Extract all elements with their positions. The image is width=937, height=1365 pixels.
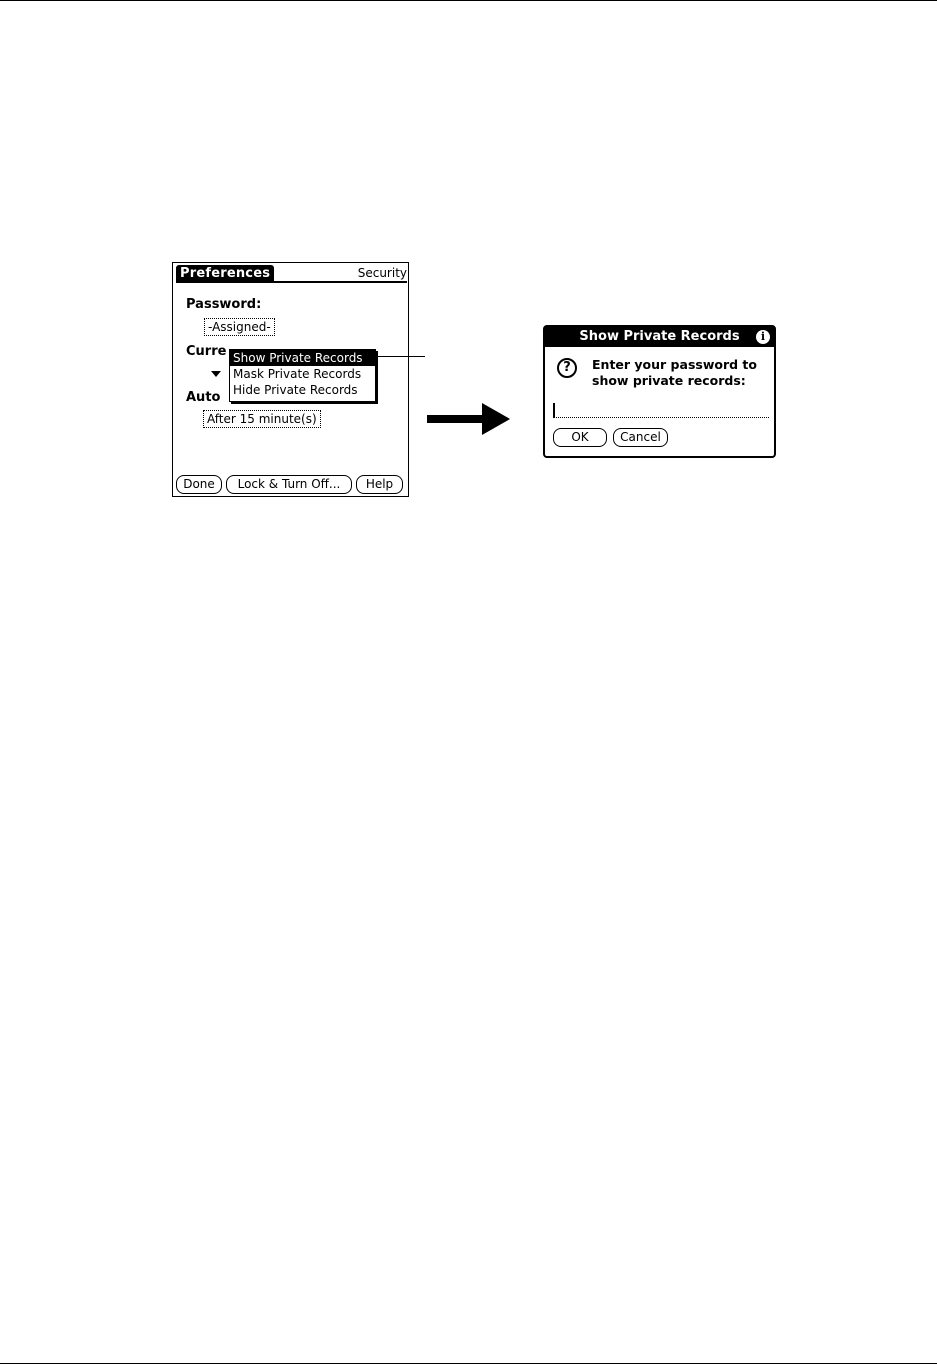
ok-button[interactable]: OK <box>553 428 607 447</box>
dialog-title <box>545 327 774 347</box>
callout-line <box>375 356 425 357</box>
auto-lock-selector[interactable]: After 15 minute(s) <box>203 410 321 428</box>
dialog-title-text: Show Private Records <box>579 329 740 344</box>
popup-item-show-private[interactable]: Show Private Records <box>230 350 375 366</box>
privacy-popup-list <box>229 349 376 402</box>
title-bar <box>176 265 407 283</box>
info-icon[interactable]: i <box>756 330 770 344</box>
auto-lock-label: Auto <box>186 390 221 405</box>
show-private-records-dialog <box>543 325 776 458</box>
preferences-tab-title: Preferences <box>176 265 274 282</box>
password-label: Password: <box>186 297 262 312</box>
message-line-2: show private records: <box>592 373 746 388</box>
title-underline <box>176 281 407 283</box>
cancel-button[interactable]: Cancel <box>613 428 668 447</box>
dropdown-triangle-icon[interactable] <box>211 371 221 377</box>
bottom-rule <box>0 1363 937 1364</box>
right-arrow-icon <box>482 403 510 435</box>
question-icon: ? <box>557 358 577 378</box>
top-rule <box>0 0 937 1</box>
message-line-1: Enter your password to <box>592 357 757 372</box>
help-button[interactable]: Help <box>356 475 403 494</box>
text-cursor <box>553 403 555 417</box>
panel-selector[interactable]: Security <box>357 266 407 280</box>
popup-item-hide-private[interactable]: Hide Private Records <box>233 383 358 397</box>
lock-turn-off-button[interactable]: Lock & Turn Off... <box>226 475 352 494</box>
current-privacy-label: Curre <box>186 344 227 359</box>
password-selector[interactable]: -Assigned- <box>204 318 275 336</box>
dialog-message <box>592 357 757 389</box>
preferences-screen <box>172 262 409 497</box>
done-button[interactable]: Done <box>176 475 222 494</box>
arrow-shaft <box>427 415 485 423</box>
password-input[interactable] <box>553 403 769 418</box>
popup-item-mask-private[interactable]: Mask Private Records <box>233 367 362 381</box>
